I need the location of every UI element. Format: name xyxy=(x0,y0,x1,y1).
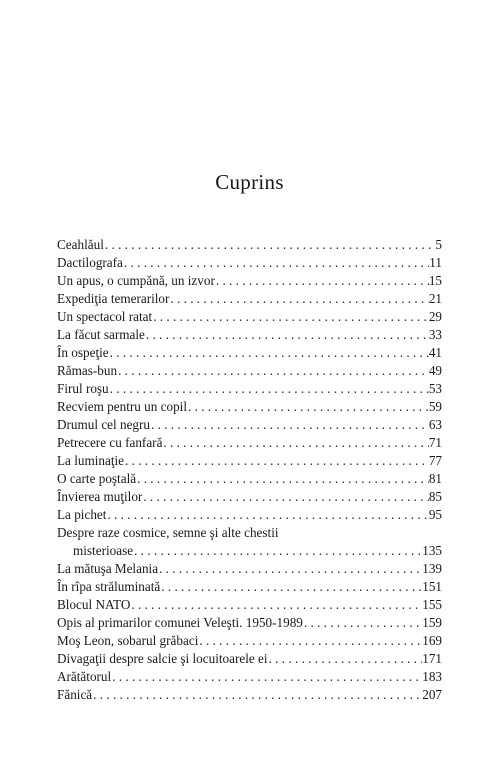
toc-entry-title: Petrecere cu fanfară xyxy=(57,435,163,450)
toc-entry-page: 139 xyxy=(422,561,442,576)
dot-leader xyxy=(130,596,422,614)
toc-entry-page: 59 xyxy=(428,399,442,414)
dot-leader xyxy=(303,614,422,632)
toc-entry-title: Firul roşu xyxy=(57,381,109,396)
dot-leader xyxy=(198,632,422,650)
dot-leader xyxy=(187,398,429,416)
dot-leader xyxy=(152,308,429,326)
toc-entry-title: Blocul NATO xyxy=(57,597,131,612)
toc-entry-title: Rămas-bun xyxy=(57,363,118,378)
toc-entry-first-line xyxy=(57,524,442,542)
toc-entry xyxy=(57,308,442,326)
toc-entry xyxy=(57,596,442,614)
toc-entry-page: 53 xyxy=(428,381,442,396)
toc-entry-title: Divagaţii despre salcie şi locuitoarele ei xyxy=(57,651,268,666)
toc-entry xyxy=(57,650,442,668)
toc-entry-page: 169 xyxy=(422,633,442,648)
dot-leader xyxy=(268,650,423,668)
toc-entry-page: 77 xyxy=(428,453,442,468)
toc-entry xyxy=(57,686,442,704)
toc-entry-page: 5 xyxy=(435,237,442,252)
dot-leader xyxy=(123,254,429,272)
toc-entry-title: Despre raze cosmice, semne şi alte chestii xyxy=(57,525,279,540)
toc-entry xyxy=(57,506,442,524)
dot-leader xyxy=(142,488,428,506)
toc-entry-page: 21 xyxy=(428,291,442,306)
dot-leader xyxy=(106,506,428,524)
toc-entry-page: 29 xyxy=(428,309,442,324)
toc-entry xyxy=(57,344,442,362)
toc-entry xyxy=(57,326,442,344)
toc-entry xyxy=(57,272,442,290)
toc-entry xyxy=(57,416,442,434)
toc-entry-title: În ospeţie xyxy=(57,345,109,360)
dot-leader xyxy=(124,452,429,470)
dot-leader xyxy=(145,326,429,344)
toc-entry-page: 151 xyxy=(422,579,442,594)
dot-leader xyxy=(158,560,422,578)
toc-entry xyxy=(57,254,442,272)
toc-entry xyxy=(57,542,442,560)
toc-entry-page: 81 xyxy=(428,471,442,486)
toc-entry-title: Ceahlăul xyxy=(57,237,104,252)
toc-entry-page: 85 xyxy=(428,489,442,504)
toc-entry xyxy=(57,380,442,398)
dot-leader xyxy=(117,362,429,380)
toc-entry-page: 95 xyxy=(428,507,442,522)
dot-leader xyxy=(160,578,422,596)
toc-entry xyxy=(57,560,442,578)
toc-entry-page: 41 xyxy=(428,345,442,360)
toc-entry-title: Fănică xyxy=(57,687,93,702)
toc-entry-page: 49 xyxy=(428,363,442,378)
toc-entry-page: 63 xyxy=(428,417,442,432)
toc-entry-page: 171 xyxy=(422,651,442,666)
toc-entry-page: 33 xyxy=(428,327,442,342)
toc-entry xyxy=(57,398,442,416)
toc-entry xyxy=(57,578,442,596)
dot-leader xyxy=(111,668,422,686)
toc-entry-title: O carte poştală xyxy=(57,471,137,486)
toc-entry xyxy=(57,632,442,650)
dot-leader xyxy=(215,272,429,290)
toc-entry-page: 71 xyxy=(428,435,442,450)
toc-entry-title: Dactilografa xyxy=(57,255,123,270)
dot-leader xyxy=(162,434,428,452)
dot-leader xyxy=(136,470,429,488)
toc-entry-page: 155 xyxy=(422,597,442,612)
toc-entry-title: În rîpa străluminată xyxy=(57,579,161,594)
toc-entry-title: Recviem pentru un copil xyxy=(57,399,188,414)
toc-entry-title: Arătătorul xyxy=(57,669,112,684)
toc-entry-title: La luminaţie xyxy=(57,453,125,468)
toc-entry-title: La mătuşa Melania xyxy=(57,561,159,576)
toc-entry-title: La pichet xyxy=(57,507,107,522)
dot-leader xyxy=(150,416,429,434)
dot-leader xyxy=(92,686,422,704)
table-of-contents xyxy=(57,236,442,704)
dot-leader xyxy=(109,344,429,362)
toc-entry-page: 207 xyxy=(422,687,442,702)
toc-entry xyxy=(57,488,442,506)
toc-entry-page: 11 xyxy=(429,255,442,270)
toc-entry xyxy=(57,470,442,488)
toc-entry-title: Un spectacol ratat xyxy=(57,309,153,324)
toc-entry-title: Moş Leon, sobarul grăbaci xyxy=(57,633,199,648)
toc-entry xyxy=(57,668,442,686)
toc-entry-title: Expediţia temerarilor xyxy=(57,291,170,306)
toc-entry xyxy=(57,452,442,470)
toc-entry-title: Învierea muţilor xyxy=(57,489,143,504)
toc-entry xyxy=(57,434,442,452)
toc-entry-page: 15 xyxy=(428,273,442,288)
toc-entry-page: 159 xyxy=(422,615,442,630)
dot-leader xyxy=(169,290,428,308)
toc-entry-title-continued: misterioase xyxy=(73,543,134,558)
toc-entry-title: La făcut sarmale xyxy=(57,327,145,342)
toc-entry xyxy=(57,614,442,632)
toc-entry-page: 183 xyxy=(422,669,442,684)
dot-leader xyxy=(104,236,436,254)
toc-entry-title: Un apus, o cumpănă, un izvor xyxy=(57,273,215,288)
page-title: Cuprins xyxy=(215,170,284,194)
dot-leader xyxy=(133,542,422,560)
toc-entry xyxy=(57,290,442,308)
toc-entry-title: Drumul cel negru xyxy=(57,417,151,432)
toc-entry-page: 135 xyxy=(422,543,442,558)
toc-entry-title: Opis al primarilor comunei Veleşti. 1950-1989 xyxy=(57,615,303,630)
dot-leader xyxy=(109,380,429,398)
toc-entry xyxy=(57,362,442,380)
toc-entry xyxy=(57,236,442,254)
